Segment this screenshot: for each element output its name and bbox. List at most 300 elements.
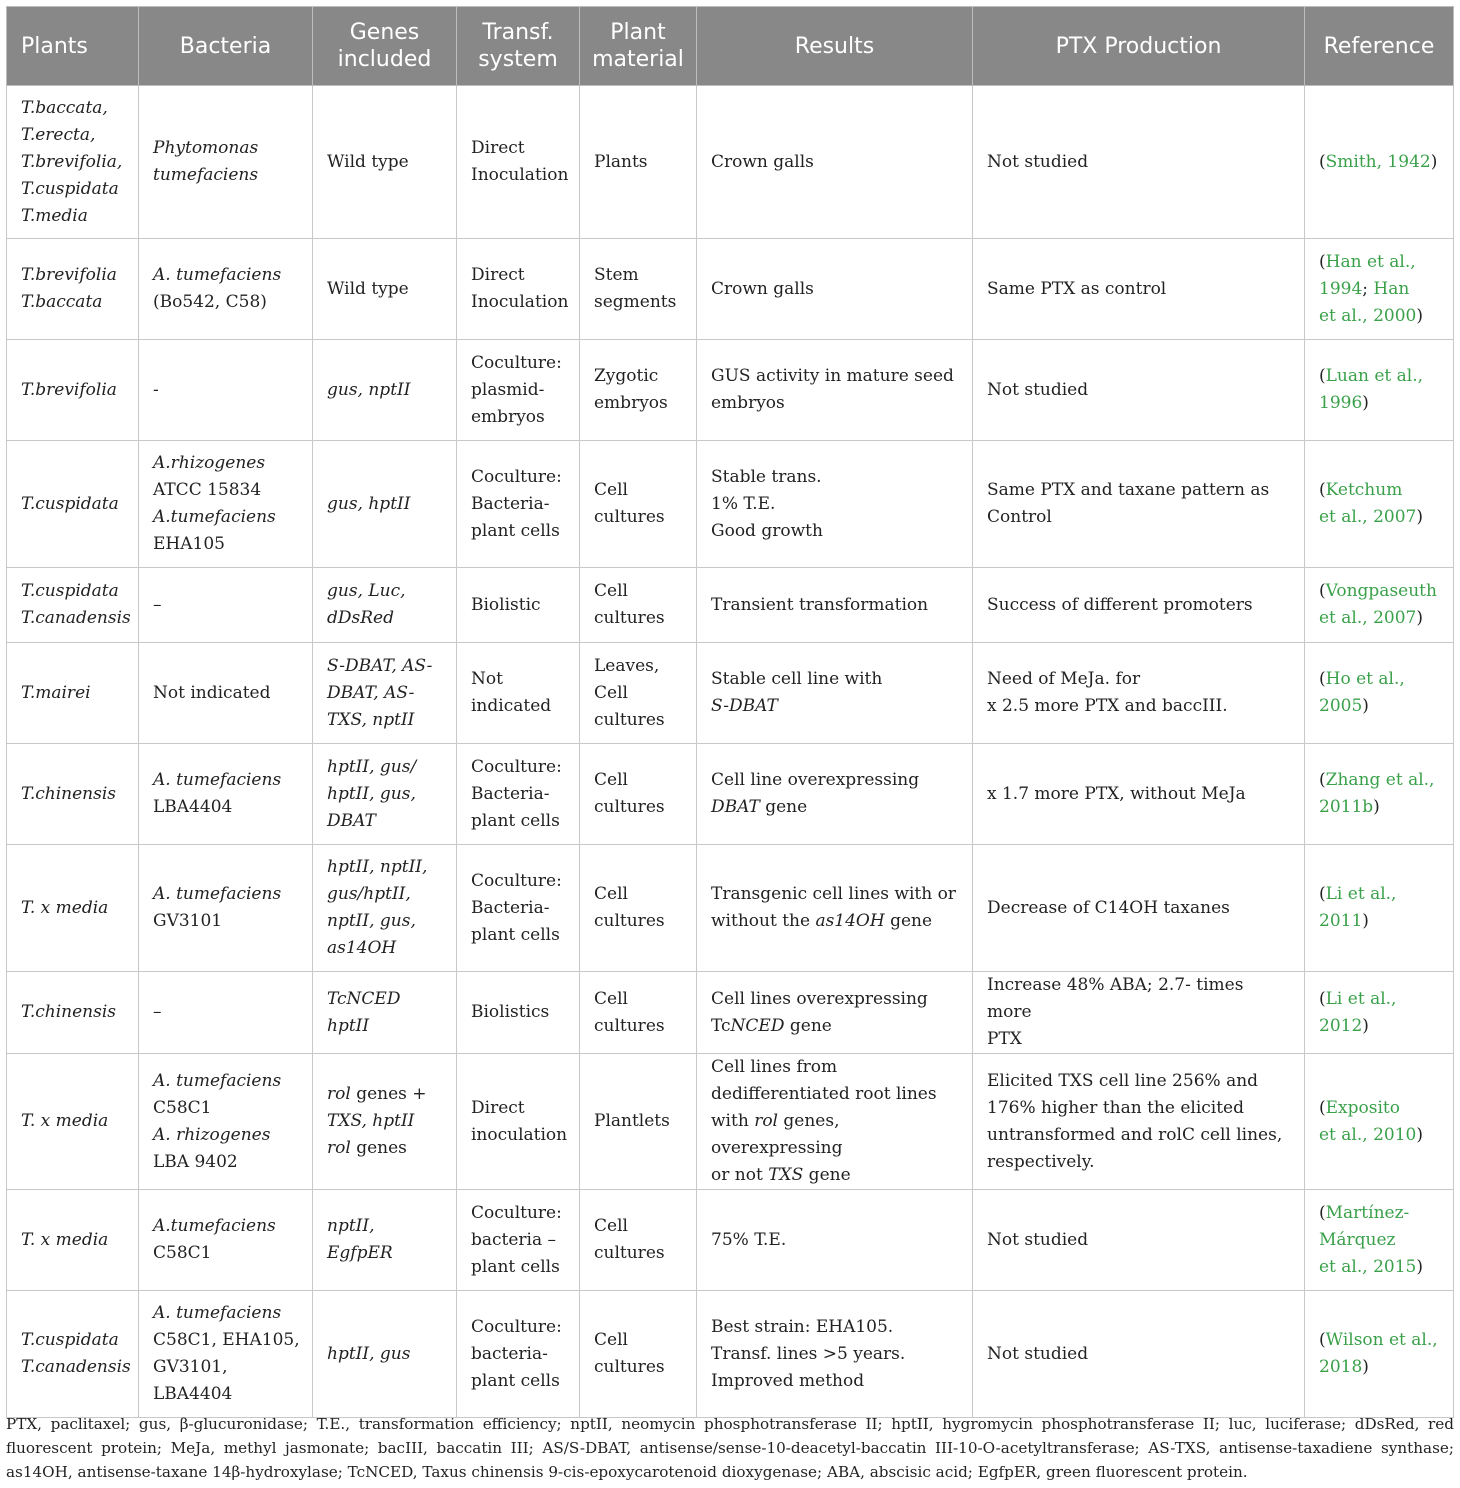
cell-text: A. rhizogenes: [153, 1124, 271, 1145]
table-row: [7, 643, 1454, 744]
cell-bacteria: [139, 568, 313, 643]
cell-reference: (Luan et al., 1996): [1305, 340, 1454, 441]
cell-plants: [7, 1190, 139, 1291]
cell-system: [457, 643, 580, 744]
cell-text: gus, hptII: [327, 493, 411, 514]
cell-text: dDsRed: [327, 608, 394, 628]
reference-link[interactable]: Márquez: [1319, 1229, 1396, 1250]
reference-link[interactable]: et al., 2007: [1319, 608, 1417, 628]
cell-system: [457, 1054, 580, 1190]
cell-plants: [7, 568, 139, 643]
cell-genes: [313, 1190, 457, 1291]
table-row: [7, 239, 1454, 340]
cell-text: hptII, nptII,: [327, 857, 428, 877]
cell-text: Not studied: [987, 1229, 1089, 1250]
cell-text: Bacteria: [179, 33, 272, 59]
cell-text: 1% T.E.: [711, 493, 776, 514]
cell-text: A. tumefaciens: [153, 884, 282, 904]
cell-text: Not studied: [987, 151, 1089, 172]
cell-ptx: [973, 239, 1305, 340]
cell-text: Transf. lines >5 years.: [711, 1343, 906, 1364]
cell-results: [697, 744, 973, 845]
cell-reference: (Martínez- Márquez et al., 2015): [1305, 1190, 1454, 1291]
cell-system: [457, 568, 580, 643]
table-row: [7, 1291, 1454, 1418]
table-row: [7, 1054, 1454, 1190]
cell-text: –: [153, 1002, 162, 1022]
cell-results: [697, 1291, 973, 1418]
reference-link[interactable]: Luan et al.,: [1325, 366, 1424, 386]
cell-text: segments: [594, 292, 677, 312]
cell-text: inoculation: [471, 1124, 568, 1145]
cell-text: Wild type: [327, 278, 409, 299]
cell-text: gene: [784, 1015, 832, 1036]
header-genes: [313, 7, 457, 86]
cell-genes: [313, 86, 457, 239]
reference-link[interactable]: et al., 2010: [1319, 1124, 1417, 1145]
reference-link[interactable]: et al., 2000: [1319, 305, 1417, 326]
cell-material: [580, 340, 697, 441]
reference-link[interactable]: Li et al.,: [1325, 884, 1397, 904]
cell-bacteria: [139, 1054, 313, 1190]
reference-link[interactable]: 2011: [1319, 911, 1363, 931]
cell-text: Coculture:: [471, 352, 562, 373]
cell-plants: [7, 744, 139, 845]
cell-system: [457, 744, 580, 845]
cell-text: nptII, EgfpER: [327, 1216, 393, 1263]
cell-plants: [7, 1291, 139, 1418]
cell-text: A. tumefaciens: [153, 1303, 282, 1323]
cell-ptx: [973, 568, 1305, 643]
cell-text: cultures: [594, 1243, 665, 1263]
reference-link[interactable]: Wilson et al.,: [1325, 1330, 1438, 1350]
cell-text: included: [337, 47, 432, 72]
cell-text: Direct: [471, 265, 525, 285]
cell-results: [697, 86, 973, 239]
cell-text: 176% higher than the elicited: [987, 1097, 1244, 1118]
cell-reference: (Vongpaseuth et al., 2007): [1305, 568, 1454, 643]
cell-text: gene: [884, 911, 933, 931]
cell-text: gus, nptII: [327, 379, 411, 400]
cell-results: [697, 972, 973, 1054]
cell-text: Genes: [349, 20, 420, 45]
cell-text: untransformed and rolC cell lines,: [987, 1124, 1283, 1145]
cell-system: [457, 1190, 580, 1291]
reference-link[interactable]: 2012: [1319, 1015, 1363, 1036]
cell-text: T.erecta,: [21, 124, 96, 145]
cell-text: A. tumefaciens: [153, 1070, 282, 1091]
cell-material: [580, 568, 697, 643]
cell-text: A. tumefaciens: [153, 770, 282, 790]
cell-text: Cell: [594, 884, 628, 904]
cell-plants: [7, 239, 139, 340]
cell-ptx: [973, 1190, 1305, 1291]
cell-text: material: [592, 47, 684, 72]
cell-text: Cell: [594, 581, 628, 601]
cell-text: Plants: [594, 151, 648, 172]
cell-text: Improved method: [711, 1370, 865, 1391]
cell-text: GUS activity in mature seed: [711, 366, 954, 386]
header-results: [697, 7, 973, 86]
cell-text: S-DBAT, AS-: [327, 655, 433, 676]
cell-text: DBAT, AS-: [327, 682, 415, 703]
table-row: [7, 972, 1454, 1054]
cell-text: Biolistic: [471, 594, 541, 615]
cell-material: [580, 643, 697, 744]
cell-text: Not: [471, 669, 503, 689]
cell-material: [580, 1054, 697, 1190]
cell-text: T.baccata: [21, 292, 103, 312]
cell-results: [697, 340, 973, 441]
cell-ptx: [973, 643, 1305, 744]
cell-text: Cell: [594, 480, 628, 500]
table-row: [7, 1190, 1454, 1291]
table-footnote: PTX, paclitaxel; gus, β-glucuronidase; T.E., transformation efficiency; nptII, neomycin phosphotransferase II; hptII, hygromycin phosphotransferase II; luc, luciferase; dDsRed, red fluorescent protein; MeJa, methyl jasmonate; bacIII, baccatin III; AS/S-DBAT, antisense/sense-10-deacetyl-baccatin III-10-O-acetyltransferase; AS-TXS, antisense-taxadiene synthase; as14OH, antisense-taxane 14β-hydroxylase; TcNCED, Taxus chinensis 9-cis-epoxycarotenoid dioxygenase; ABA, abscisic acid; EgfpER, green fluorescent protein.: [6, 1415, 1454, 1481]
reference-link[interactable]: 1994: [1319, 278, 1363, 299]
cell-ptx: [973, 86, 1305, 239]
cell-text: C58C1, EHA105,: [153, 1330, 300, 1350]
cell-genes: [313, 972, 457, 1054]
reference-link[interactable]: Exposito: [1325, 1097, 1400, 1118]
cell-text: T.media: [21, 205, 88, 226]
cell-text: hptII, gus: [327, 1343, 411, 1364]
reference-link[interactable]: 1996: [1319, 393, 1363, 413]
cell-reference: (Ketchum et al., 2007): [1305, 441, 1454, 568]
header-ptx-production: [973, 7, 1305, 86]
cell-text: Transf.: [482, 20, 554, 45]
cell-text: A.rhizogenes: [153, 453, 266, 473]
header-reference: [1305, 7, 1454, 86]
cell-text: NCED: [730, 1015, 785, 1036]
cell-text: Not studied: [987, 379, 1089, 400]
cell-text: Plantlets: [594, 1111, 670, 1131]
cell-genes: [313, 568, 457, 643]
cell-genes: [313, 441, 457, 568]
cell-plants: [7, 86, 139, 239]
cell-text: T.brevifolia,: [21, 151, 123, 172]
cell-text: (Bo542, C58): [153, 292, 267, 312]
cell-text: as14OH: [815, 911, 885, 931]
cell-text: cultures: [594, 507, 665, 527]
cell-material: [580, 972, 697, 1054]
cell-bacteria: [139, 845, 313, 972]
cell-plants: [7, 441, 139, 568]
cell-text: Cell line overexpressing: [711, 770, 920, 790]
cell-text: cultures: [594, 797, 665, 817]
cell-text: Direct: [471, 138, 525, 158]
cell-text: bacteria –: [471, 1229, 557, 1250]
cell-results: [697, 643, 973, 744]
cell-text: Inoculation: [471, 165, 569, 185]
cell-reference: (Wilson et al., 2018): [1305, 1291, 1454, 1418]
cell-text: rol: [754, 1111, 778, 1131]
cell-text: hptII: [327, 1015, 370, 1036]
cell-text: hptII, gus,: [327, 783, 416, 804]
cell-text: T. x media: [21, 897, 109, 918]
table-row: [7, 568, 1454, 643]
cell-text: Crown galls: [711, 151, 814, 172]
cell-text: Transgenic cell lines with or: [711, 884, 956, 904]
cell-text: Same PTX and taxane pattern as: [987, 480, 1270, 500]
cell-text: gene: [759, 797, 808, 817]
reference-link[interactable]: Ketchum: [1325, 480, 1403, 500]
cell-genes: [313, 1054, 457, 1190]
cell-text: Transient transformation: [711, 594, 929, 615]
cell-ptx: [973, 441, 1305, 568]
cell-text: C58C1: [153, 1097, 212, 1118]
table-wrapper: [6, 6, 1453, 1418]
cell-text: Biolistics: [471, 1002, 550, 1022]
cell-text: Increase 48% ABA; 2.7- times more: [987, 975, 1244, 1022]
header-transf-system: [457, 7, 580, 86]
cell-genes: [313, 744, 457, 845]
cell-text: cultures: [594, 608, 665, 628]
cell-text: Not indicated: [153, 682, 271, 703]
cell-text: LBA4404: [153, 797, 233, 817]
cell-results: [697, 1190, 973, 1291]
cell-text: Plant: [610, 20, 666, 45]
cell-text: T.cuspidata: [21, 581, 119, 601]
cell-text: Tc: [711, 1015, 731, 1036]
cell-text: Direct: [471, 1097, 525, 1118]
cell-text: Decrease of C14OH taxanes: [987, 897, 1230, 918]
cell-text: x 1.7 more PTX, without MeJa: [987, 783, 1246, 804]
reference-link[interactable]: Ho et al.,: [1325, 669, 1405, 689]
cell-results: [697, 441, 973, 568]
cell-text: rol: [327, 1084, 351, 1104]
header-bacteria: [139, 7, 313, 86]
cell-reference: (Zhang et al., 2011b): [1305, 744, 1454, 845]
cell-text: Leaves,: [594, 655, 660, 676]
cell-text: TcNCED: [327, 988, 401, 1009]
cell-text: T.baccata,: [21, 97, 108, 118]
cell-results: [697, 568, 973, 643]
cell-bacteria: [139, 441, 313, 568]
cell-text: with: [711, 1111, 755, 1131]
reference-link[interactable]: Han: [1373, 278, 1410, 299]
cell-text: Cell: [594, 1216, 628, 1236]
cell-text: PTX Production: [1055, 33, 1222, 59]
cell-text: Need of MeJa. for: [987, 669, 1141, 689]
cell-text: T. x media: [21, 1229, 109, 1250]
cell-text: Reference: [1323, 33, 1435, 59]
cell-text: Cell: [594, 988, 628, 1009]
header-plant-material: [580, 7, 697, 86]
cell-text: Bacteria-: [471, 783, 550, 804]
cell-text: tumefaciens: [153, 165, 259, 185]
cell-text: T.cuspidata: [21, 493, 119, 514]
cell-system: [457, 1291, 580, 1418]
table-row: [7, 340, 1454, 441]
reference-link[interactable]: 2018: [1319, 1357, 1363, 1377]
cell-plants: [7, 643, 139, 744]
cell-text: S-DBAT: [711, 696, 778, 716]
cell-text: Wild type: [327, 151, 409, 172]
reference-link[interactable]: Smith, 1942: [1325, 151, 1431, 172]
cell-text: dedifferentiated root lines: [711, 1084, 937, 1104]
cell-text: Bacteria-: [471, 493, 550, 514]
cell-text: Zygotic: [594, 366, 659, 386]
cell-ptx: [973, 972, 1305, 1054]
cell-text: cultures: [594, 1015, 665, 1036]
cell-bacteria: [139, 1291, 313, 1418]
cell-text: T.cuspidata: [21, 178, 119, 199]
cell-text: Best strain: EHA105.: [711, 1316, 894, 1337]
cell-text: bacteria-: [471, 1343, 548, 1364]
cell-text: DBAT: [327, 810, 376, 831]
cell-text: plasmid-: [471, 379, 545, 400]
cell-plants: [7, 340, 139, 441]
cell-text: T.cuspidata: [21, 1330, 119, 1350]
cell-text: TXS: [327, 1111, 362, 1131]
cell-text: T. x media: [21, 1111, 109, 1131]
cell-text: TXS: [768, 1165, 804, 1185]
header-plants: [7, 7, 139, 86]
cell-plants: [7, 972, 139, 1054]
cell-text: PTX: [987, 1029, 1022, 1049]
cell-text: 75% T.E.: [711, 1229, 787, 1250]
cell-text: ATCC 15834: [153, 480, 262, 500]
cell-text: Not studied: [987, 1343, 1089, 1364]
cell-text: Bacteria-: [471, 897, 550, 918]
reference-link[interactable]: 2005: [1319, 696, 1363, 716]
cell-reference: (Ho et al., 2005): [1305, 643, 1454, 744]
reference-link[interactable]: Vongpaseuth: [1325, 581, 1437, 601]
reference-link[interactable]: Martínez-: [1325, 1202, 1410, 1223]
cell-system: [457, 972, 580, 1054]
cell-text: plant cells: [471, 1256, 560, 1277]
cell-text: gus/hptII,: [327, 884, 411, 904]
cell-text: genes +: [350, 1084, 427, 1104]
cell-text: Inoculation: [471, 292, 569, 312]
cell-results: [697, 1054, 973, 1190]
cell-text: Coculture:: [471, 870, 562, 891]
cell-text: A.tumefaciens: [153, 507, 276, 527]
table-row: [7, 86, 1454, 239]
cell-text: Phytomonas: [153, 138, 259, 158]
cell-bacteria: [139, 86, 313, 239]
cell-reference: (Li et al., 2011): [1305, 845, 1454, 972]
cell-text: embryos: [594, 393, 668, 413]
cell-ptx: [973, 1054, 1305, 1190]
cell-text: genes: [350, 1138, 407, 1158]
transformation-table: [6, 6, 1454, 1418]
cell-text: A. tumefaciens: [153, 265, 282, 285]
cell-system: [457, 845, 580, 972]
cell-ptx: [973, 845, 1305, 972]
cell-text: Same PTX as control: [987, 278, 1167, 299]
cell-plants: [7, 845, 139, 972]
cell-genes: [313, 643, 457, 744]
cell-text: Coculture:: [471, 1202, 562, 1223]
cell-material: [580, 845, 697, 972]
cell-text: plant cells: [471, 810, 560, 831]
cell-ptx: [973, 340, 1305, 441]
reference-link[interactable]: Han et al.,: [1325, 251, 1416, 272]
cell-ptx: [973, 1291, 1305, 1418]
cell-text: without the: [711, 911, 816, 931]
reference-link[interactable]: 2011b: [1319, 797, 1374, 817]
cell-bacteria: [139, 643, 313, 744]
cell-material: [580, 1190, 697, 1291]
cell-text: or not: [711, 1165, 769, 1185]
cell-ptx: [973, 744, 1305, 845]
cell-text: embryos: [711, 393, 785, 413]
cell-genes: [313, 340, 457, 441]
cell-genes: [313, 845, 457, 972]
table-row: [7, 744, 1454, 845]
cell-material: [580, 1291, 697, 1418]
cell-text: Cell: [594, 770, 628, 790]
cell-text: DBAT: [711, 797, 760, 817]
cell-text: Control: [987, 507, 1052, 527]
cell-reference: (Exposito et al., 2010): [1305, 1054, 1454, 1190]
cell-text: Crown galls: [711, 278, 814, 299]
cell-text: Cell lines overexpressing: [711, 988, 928, 1009]
reference-link[interactable]: Li et al.,: [1325, 988, 1397, 1009]
cell-material: [580, 86, 697, 239]
table-row: [7, 441, 1454, 568]
cell-text: Coculture:: [471, 1316, 562, 1337]
cell-text: Cell: [594, 1330, 628, 1350]
cell-text: A.tumefaciens: [153, 1216, 276, 1236]
cell-bacteria: [139, 340, 313, 441]
cell-bacteria: [139, 1190, 313, 1291]
cell-genes: [313, 1291, 457, 1418]
cell-text: T.mairei: [21, 682, 91, 703]
cell-text: Results: [794, 33, 875, 59]
cell-text: GV3101,: [153, 1357, 228, 1377]
cell-text: , hptII: [361, 1111, 415, 1131]
cell-text: Stable cell line with: [711, 669, 883, 689]
table-row: [7, 845, 1454, 972]
cell-text: Cell: [594, 682, 628, 703]
cell-text: T.brevifolia: [21, 379, 117, 400]
cell-text: indicated: [471, 696, 552, 716]
cell-text: system: [478, 47, 558, 72]
cell-text: EHA105: [153, 534, 225, 554]
cell-material: [580, 744, 697, 845]
cell-text: genes, overexpressing: [711, 1111, 843, 1158]
cell-text: T.chinensis: [21, 1002, 116, 1022]
cell-text: GV3101: [153, 911, 223, 931]
cell-system: [457, 340, 580, 441]
cell-text: cultures: [594, 911, 665, 931]
reference-link[interactable]: Zhang et al.,: [1325, 770, 1435, 790]
cell-text: embryos: [471, 406, 545, 427]
cell-text: Cell lines from: [711, 1057, 838, 1077]
cell-text: Coculture:: [471, 466, 562, 487]
cell-text: T.canadensis: [21, 608, 131, 628]
cell-text: LBA 9402: [153, 1151, 238, 1172]
cell-text: nptII, gus,: [327, 911, 416, 931]
cell-text: LBA4404: [153, 1384, 233, 1404]
cell-text: Elicited TXS cell line 256% and: [987, 1070, 1259, 1091]
reference-link[interactable]: et al., 2015: [1319, 1256, 1417, 1277]
cell-system: [457, 239, 580, 340]
cell-results: [697, 239, 973, 340]
cell-system: [457, 441, 580, 568]
cell-text: gene: [803, 1165, 851, 1185]
cell-text: plant cells: [471, 924, 560, 945]
cell-text: gus, Luc,: [327, 581, 406, 601]
cell-plants: [7, 1054, 139, 1190]
cell-reference: (Li et al., 2012): [1305, 972, 1454, 1054]
cell-text: x 2.5 more PTX and baccIII.: [987, 696, 1228, 716]
reference-link[interactable]: et al., 2007: [1319, 507, 1417, 527]
cell-bacteria: [139, 972, 313, 1054]
cell-material: [580, 441, 697, 568]
